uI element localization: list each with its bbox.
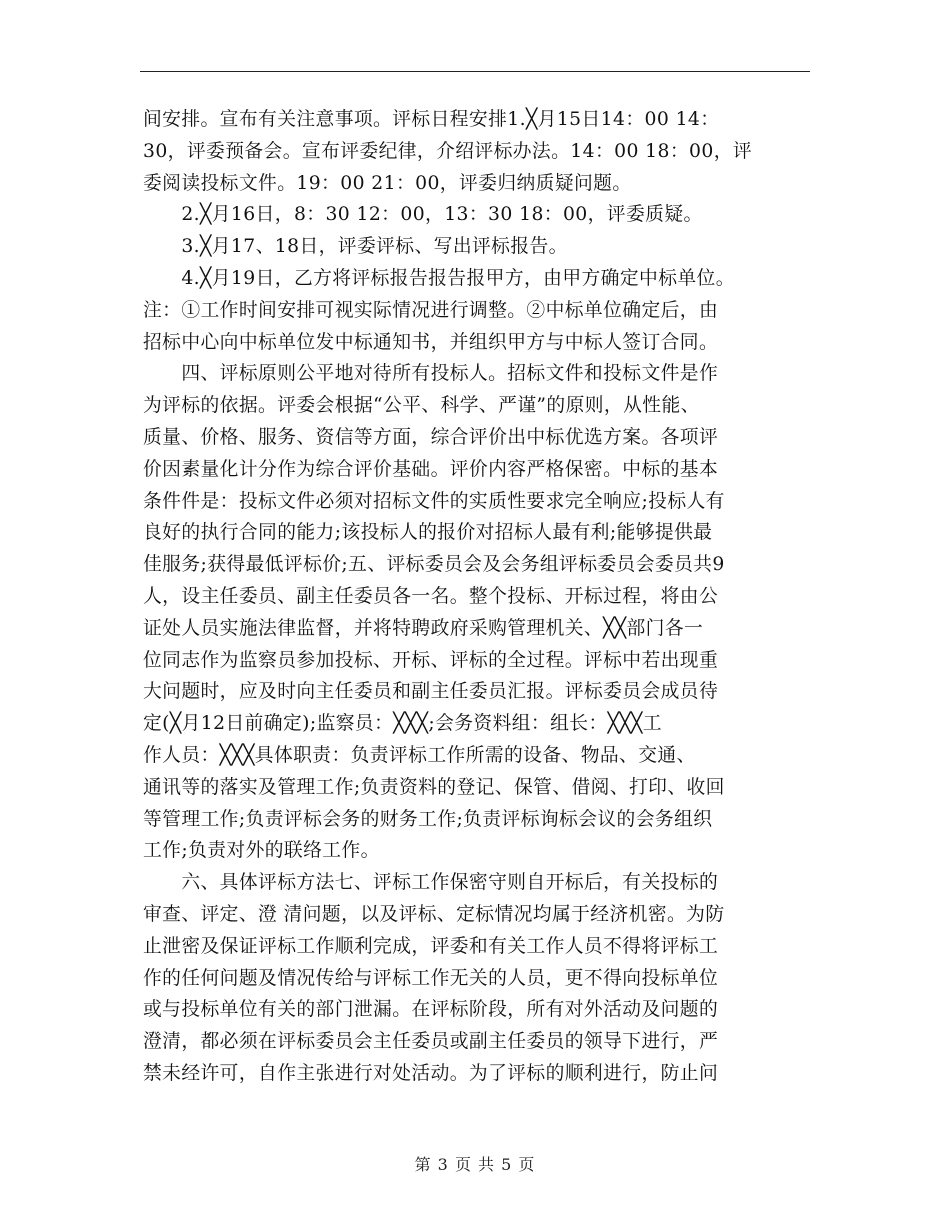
text-line: 作的任何问题及情况传给与评标工作无关的人员，更不得向投标单位	[143, 966, 719, 989]
text-line: 止泄密及保证评标工作顺利完成，评委和有关工作人员不得将评标工	[143, 934, 719, 957]
text-line: 人，设主任委员、副主任委员各一名。整个投标、开标过程，将由公	[143, 584, 719, 607]
text-line: 招标中心向中标单位发中标通知书，并组织甲方与中标人签订合同。	[143, 330, 719, 353]
text-line: 4.╳月19日，乙方将评标报告报告报甲方，由甲方确定中标单位。	[143, 266, 735, 289]
text-line: 定(╳月12日前确定);监察员：╳╳╳;会务资料组：组长：╳╳╳工	[143, 712, 662, 735]
text-line: 审查、评定、澄 清问题，以及评标、定标情况均属于经济机密。为防	[143, 902, 725, 925]
header-rule	[140, 71, 810, 72]
document-body	[143, 104, 823, 1090]
text-line: 委阅读投标文件。19：00 21：00，评委归纳质疑问题。	[143, 171, 632, 194]
text-line: 价因素量化计分作为综合评价基础。评价内容严格保密。中标的基本	[143, 457, 719, 480]
text-line: 澄清，都必须在评标委员会主任委员或副主任委员的领导下进行，严	[143, 1030, 719, 1053]
text-line: 良好的执行合同的能力;该投标人的报价对招标人最有利;能够提供最	[143, 521, 713, 544]
text-line: 质量、价格、服务、资信等方面，综合评价出中标优选方案。各项评	[143, 425, 719, 448]
text-line: 等管理工作;负责评标会务的财务工作;负责评标询标会议的会务组织	[143, 807, 713, 830]
text-line: 大问题时，应及时向主任委员和副主任委员汇报。评标委员会成员待	[143, 680, 719, 703]
text-line: 作人员：╳╳╳具体职责：负责评标工作所需的设备、物品、交通、	[143, 743, 696, 766]
text-line: 为评标的依据。评委会根据“公平、科学、严谨”的原则，从性能、	[143, 394, 700, 417]
text-line: 六、具体评标方法七、评标工作保密守则自开标后，有关投标的	[143, 871, 719, 894]
text-line: 禁未经许可，自作主张进行对处活动。为了评标的顺利进行，防止问	[143, 1061, 719, 1084]
text-line: 通讯等的落实及管理工作;负责资料的登记、保管、借阅、打印、收回	[143, 775, 725, 798]
text-line: 条件件是：投标文件必须对招标文件的实质性要求完全响应;投标人有	[143, 489, 725, 512]
text-line: 证处人员实施法律监督，并将特聘政府采购管理机关、╳╳部门各一	[143, 616, 704, 639]
text-line: 注：①工作时间安排可视实际情况进行调整。②中标单位确定后，由	[143, 298, 719, 321]
text-line: 佳服务;获得最低评标价;五、评标委员会及会务组评标委员会委员共9	[143, 553, 725, 576]
text-line: 工作;负责对外的联络工作。	[143, 839, 380, 862]
text-line: 四、评标原则公平地对待所有投标人。招标文件和投标文件是作	[143, 362, 719, 385]
text-line: 2.╳月16日，8：30 12：00，13：30 18：00，评委质疑。	[143, 203, 703, 226]
text-line: 位同志作为监察员参加投标、开标、评标的全过程。评标中若出现重	[143, 648, 719, 671]
page-number: 第 3 页 共 5 页	[414, 1155, 536, 1174]
text-line: 3.╳月17、18日，评委评标、写出评标报告。	[143, 235, 568, 258]
text-line: 30，评委预备会。宣布评委纪律，介绍评标办法。14：00 18：00，评	[143, 139, 753, 162]
text-line: 或与投标单位有关的部门泄漏。在评标阶段，所有对外活动及问题的	[143, 998, 719, 1021]
text-line: 间安排。宣布有关注意事项。评标日程安排1.╳月15日14：00 14：	[143, 108, 720, 130]
